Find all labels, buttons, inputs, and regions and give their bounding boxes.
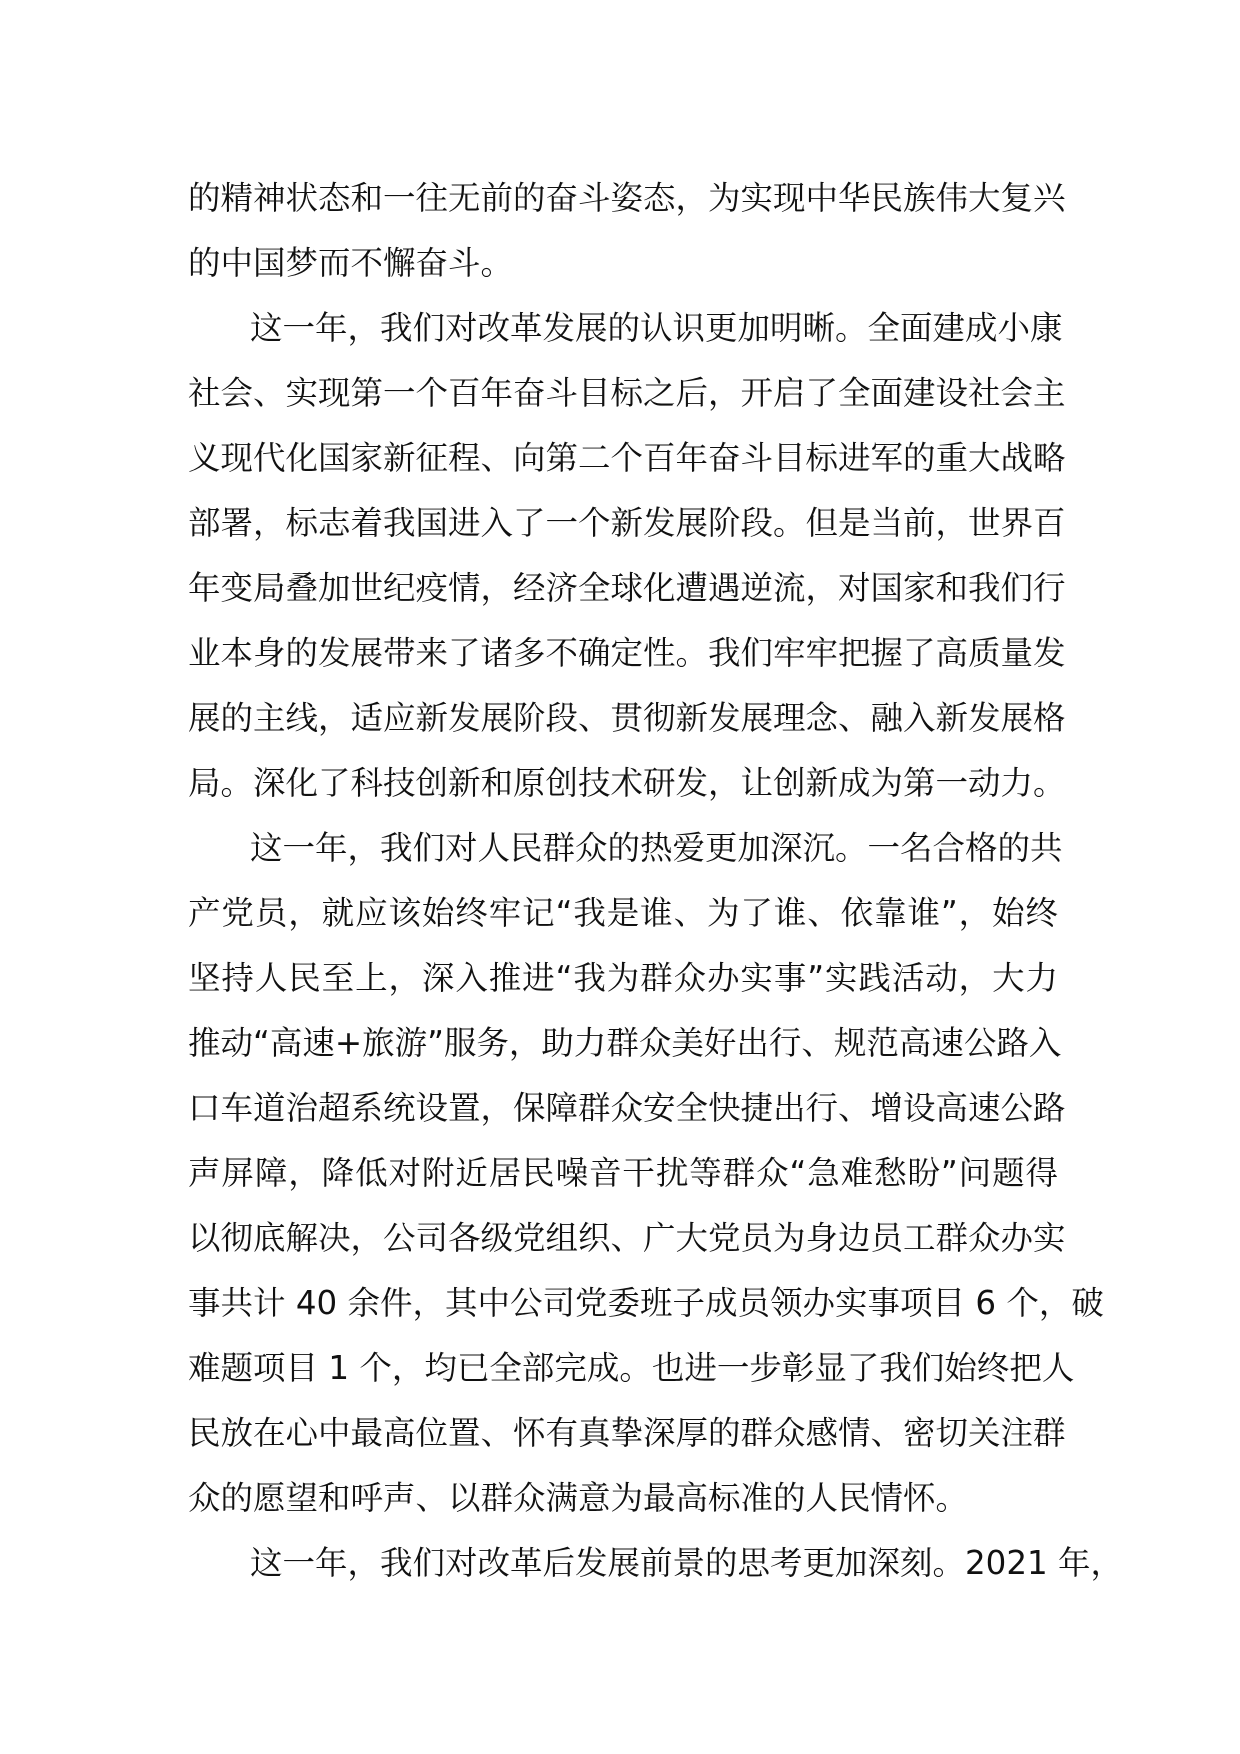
text-line: 这一年，我们对人民群众的热爱更加深沉。一名合格的共: [250, 829, 1063, 867]
text-line: 展的主线，适应新发展阶段、贯彻新发展理念、融入新发展格: [188, 699, 1066, 737]
text-line: 这一年，我们对改革后发展前景的思考更加深刻。2021 年，: [250, 1544, 1124, 1582]
text-line: 社会、实现第一个百年奋斗目标之后，开启了全面建设社会主: [188, 374, 1066, 412]
text-line: 以彻底解决，公司各级党组织、广大党员为身边员工群众办实: [188, 1219, 1066, 1257]
text-line: 部署，标志着我国进入了一个新发展阶段。但是当前，世界百: [188, 504, 1066, 542]
text-line: 推动“高速+旅游”服务，助力群众美好出行、规范高速公路入: [188, 1024, 1062, 1062]
text-line: 声屏障，降低对附近居民噪音干扰等群众“急难愁盼”问题得: [188, 1154, 1058, 1192]
document-body: [188, 166, 1124, 1596]
text-line: 事共计 40 余件，其中公司党委班子成员领办实事项目 6 个，破: [188, 1284, 1104, 1322]
text-line: 坚持人民至上，深入推进“我为群众办实事”实践活动，大力: [188, 959, 1058, 997]
text-line: 众的愿望和呼声、以群众满意为最高标准的人民情怀。: [188, 1479, 969, 1517]
text-line: 义现代化国家新征程、向第二个百年奋斗目标进军的重大战略: [188, 439, 1066, 477]
text-line: 难题项目 1 个，均已全部完成。也进一步彰显了我们始终把人: [188, 1349, 1075, 1387]
text-line: 这一年，我们对改革发展的认识更加明晰。全面建成小康: [250, 309, 1063, 347]
text-line: 民放在心中最高位置、怀有真挚深厚的群众感情、密切关注群: [188, 1414, 1066, 1452]
text-line: 局。深化了科技创新和原创技术研发，让创新成为第一动力。: [188, 764, 1066, 802]
text-line: 业本身的发展带来了诸多不确定性。我们牢牢把握了高质量发: [188, 634, 1066, 672]
text-line: 年变局叠加世纪疫情，经济全球化遭遇逆流，对国家和我们行: [188, 569, 1066, 607]
text-line: 的中国梦而不懈奋斗。: [188, 244, 514, 282]
text-line: 的精神状态和一往无前的奋斗姿态，为实现中华民族伟大复兴: [188, 179, 1066, 217]
text-line: 口车道治超系统设置，保障群众安全快捷出行、增设高速公路: [188, 1089, 1066, 1127]
text-line: 产党员，就应该始终牢记“我是谁、为了谁、依靠谁”，始终: [188, 894, 1058, 932]
